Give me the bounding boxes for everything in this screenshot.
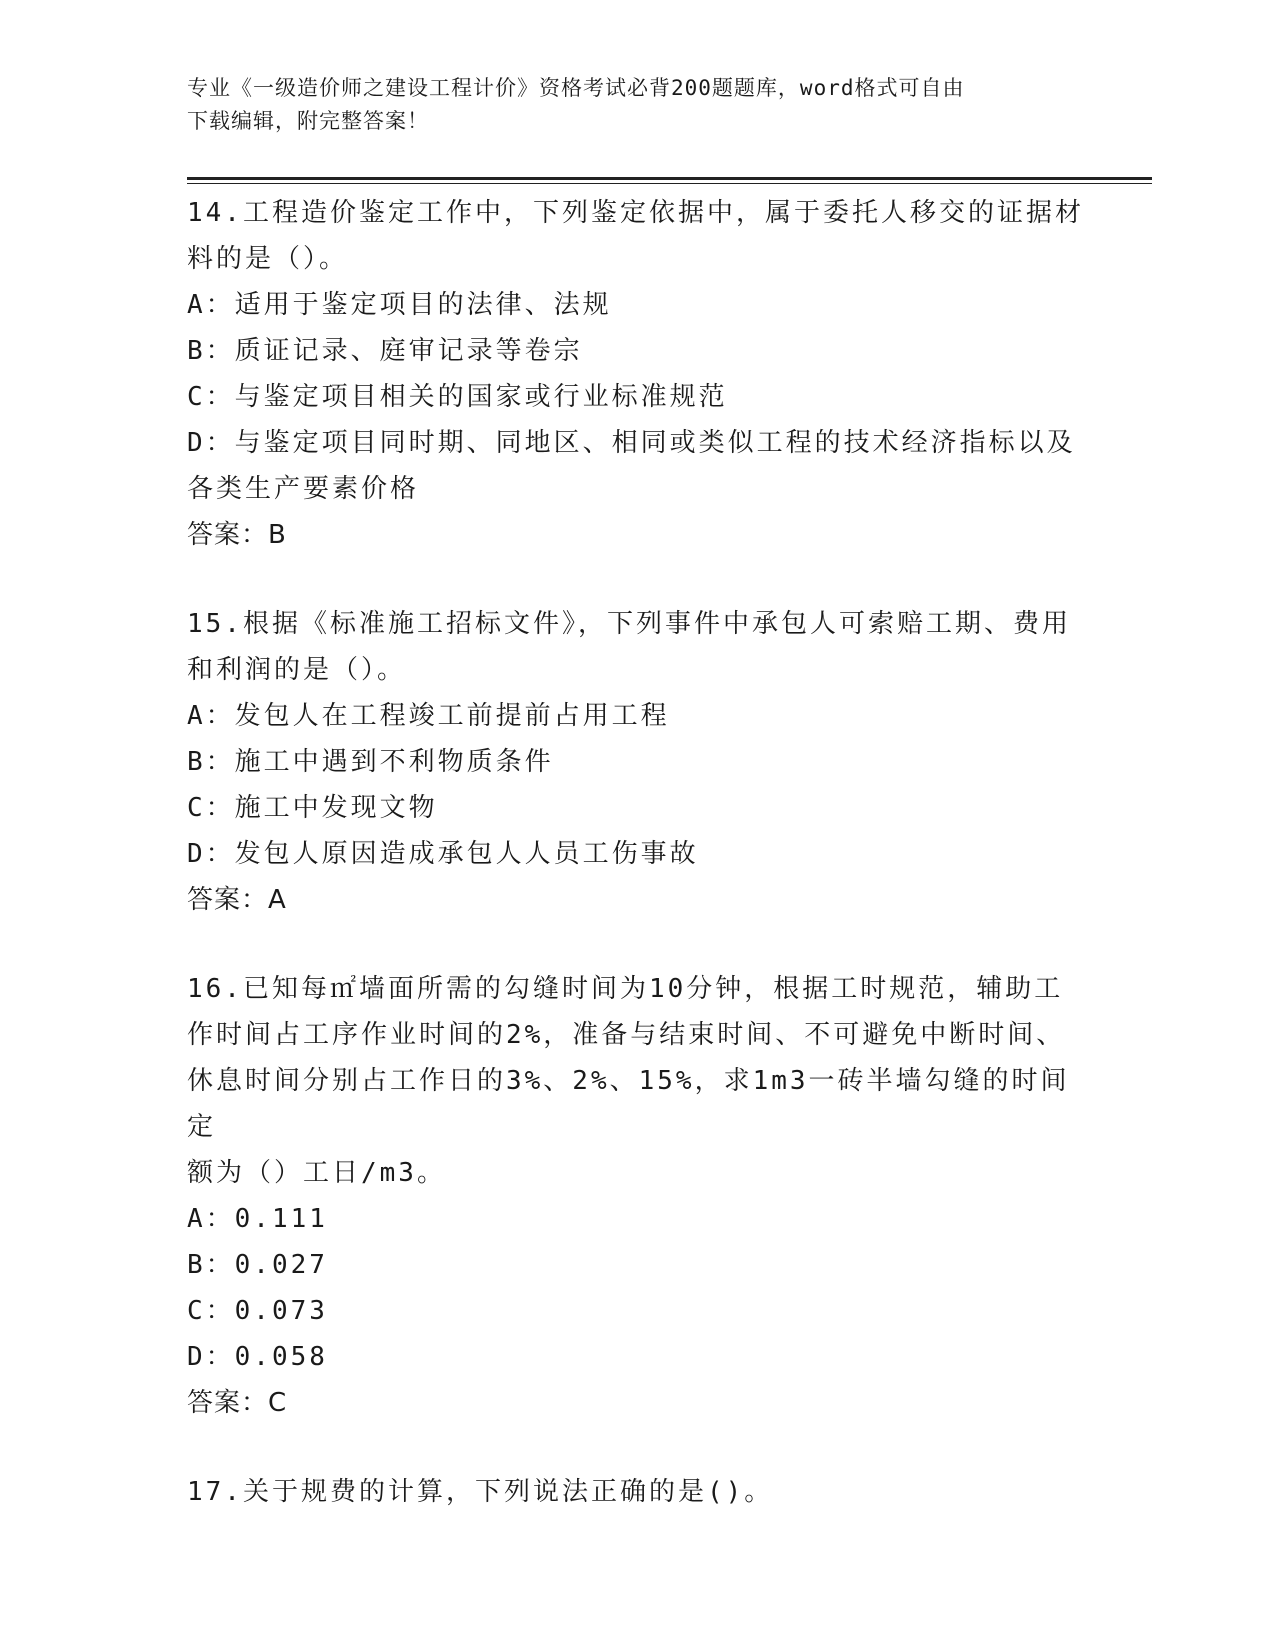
question-list: [187, 190, 1087, 1558]
option-b: B：质证记录、庭审记录等卷宗: [187, 336, 583, 366]
question-14: [187, 190, 1087, 558]
answer-label: 答案：C: [187, 1388, 288, 1418]
question-15: [187, 601, 1087, 923]
question-text-line: 和利润的是（）。: [187, 655, 407, 685]
document-header: [187, 72, 1077, 138]
option-d: D：0.058: [187, 1342, 328, 1372]
question-text-line: 料的是（）。: [187, 244, 349, 274]
option-d-continued: 各类生产要素价格: [187, 474, 420, 504]
question-text-line: 16.已知每㎡墙面所需的勾缝时间为10分钟，根据工时规范，辅助工: [187, 974, 1064, 1004]
option-a: A：发包人在工程竣工前提前占用工程: [187, 701, 670, 731]
header-rule-thick: [187, 177, 1152, 180]
header-rule-thin: [187, 183, 1152, 184]
option-c: C：与鉴定项目相关的国家或行业标准规范: [187, 382, 728, 412]
option-c: C：施工中发现文物: [187, 793, 438, 823]
answer-label: 答案：B: [187, 520, 287, 550]
question-text-line: 额为（）工日/m3。: [187, 1158, 446, 1188]
header-line-2: 下载编辑，附完整答案！: [187, 109, 429, 133]
option-b: B：0.027: [187, 1250, 328, 1280]
option-a: A：0.111: [187, 1204, 328, 1234]
option-b: B：施工中遇到不利物质条件: [187, 747, 554, 777]
question-text-line: 15.根据《标准施工招标文件》，下列事件中承包人可索赔工期、费用: [187, 609, 1071, 639]
option-d: D：与鉴定项目同时期、同地区、相同或类似工程的技术经济指标以及: [187, 428, 1076, 458]
question-text-line: 14.工程造价鉴定工作中，下列鉴定依据中，属于委托人移交的证据材: [187, 198, 1084, 228]
answer-label: 答案：A: [187, 885, 287, 915]
question-text-line: 作时间占工序作业时间的2%，准备与结束时间、不可避免中断时间、: [187, 1020, 1066, 1050]
option-d: D：发包人原因造成承包人人员工伤事故: [187, 839, 699, 869]
option-a: A：适用于鉴定项目的法律、法规: [187, 290, 612, 320]
option-c: C：0.073: [187, 1296, 328, 1326]
header-line-1: 专业《一级造价师之建设工程计价》资格考试必背200题题库，word格式可自由: [187, 76, 965, 100]
question-16: [187, 966, 1087, 1426]
question-17: [187, 1469, 1087, 1515]
question-text-line: 休息时间分别占工作日的3%、2%、15%，求1m3一砖半墙勾缝的时间定: [187, 1066, 1070, 1142]
question-text-line: 17.关于规费的计算，下列说法正确的是()。: [187, 1477, 774, 1507]
